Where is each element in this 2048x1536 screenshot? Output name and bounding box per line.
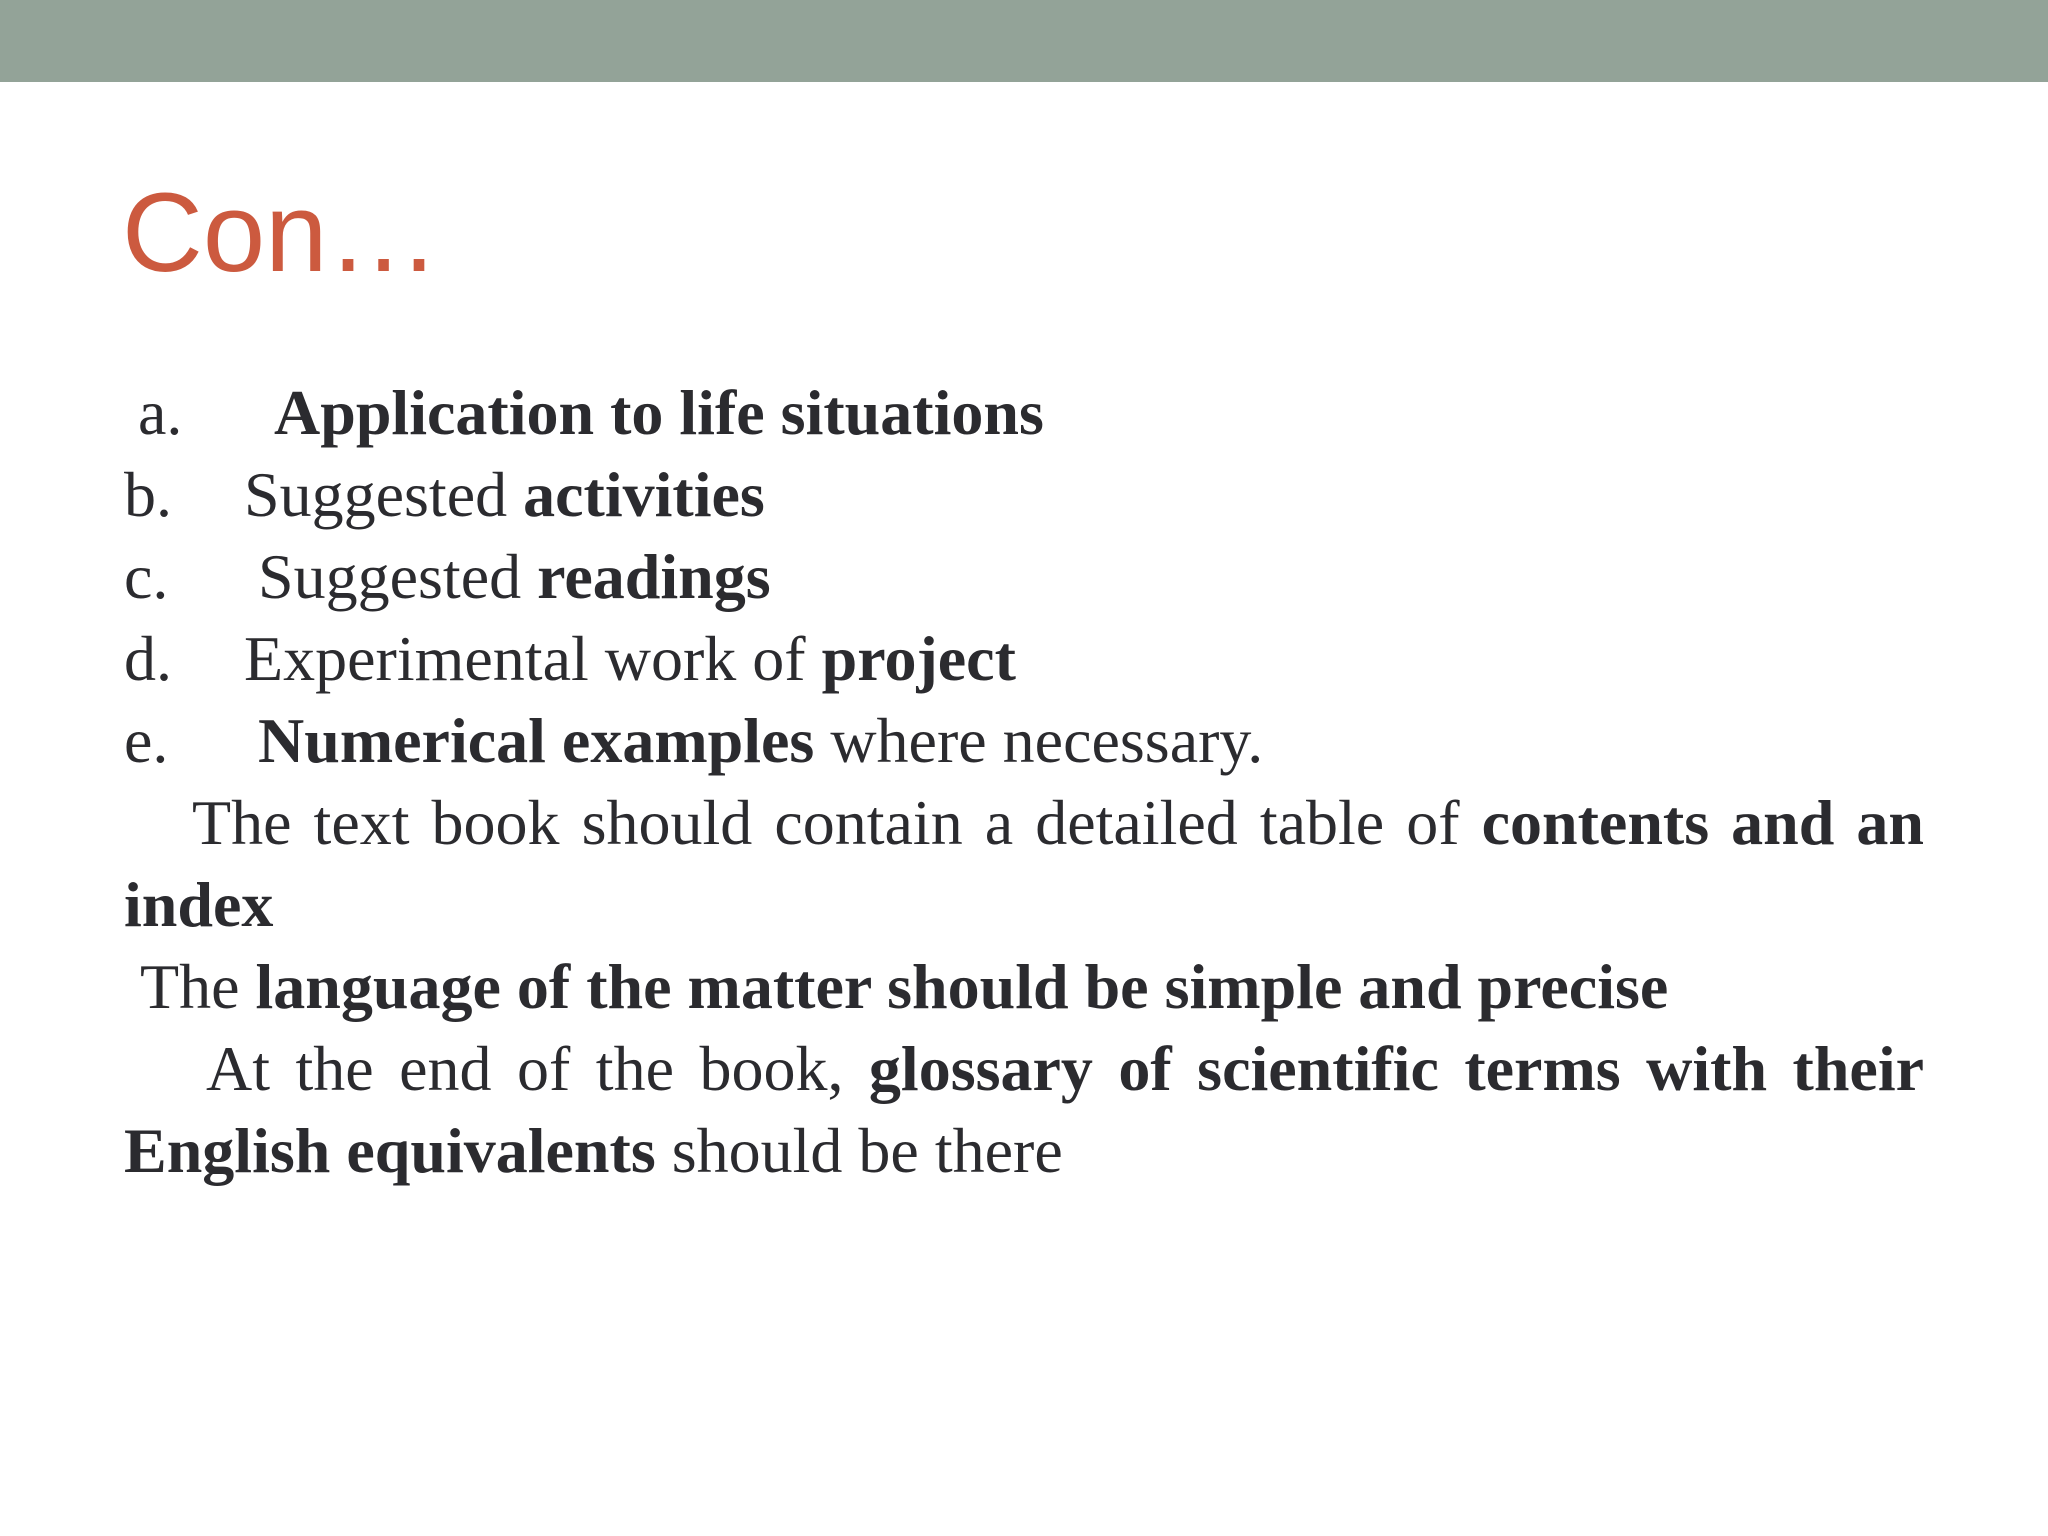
header-bar bbox=[0, 0, 2048, 82]
paragraph-language: The language of the matter should be simple and precise bbox=[140, 951, 1669, 1022]
list-marker: a. bbox=[138, 377, 183, 448]
list-item-text: Suggested activities bbox=[244, 459, 765, 530]
list-item-text: Experimental work of project bbox=[244, 623, 1016, 694]
list-marker: d. bbox=[124, 623, 172, 694]
list-marker: b. bbox=[124, 459, 172, 530]
list-item bbox=[124, 618, 1924, 700]
list-marker: c. bbox=[124, 541, 169, 612]
list-item bbox=[124, 454, 1924, 536]
paragraph-contents: The text book should contain a detailed table of contents and an index bbox=[124, 787, 1925, 940]
list-item bbox=[124, 372, 1924, 454]
list-item-text: Suggested readings bbox=[258, 541, 771, 612]
slide-title: Con… bbox=[122, 170, 440, 295]
paragraph-glossary: At the end of the book, glossary of scientific terms with their English equivalents should be there bbox=[124, 1033, 1924, 1186]
list-item bbox=[124, 536, 1924, 618]
list-item-text: Application to life situations bbox=[274, 377, 1044, 448]
list-item bbox=[124, 700, 1924, 782]
list-marker: e. bbox=[124, 705, 169, 776]
list-item-text: Numerical examples where necessary. bbox=[258, 705, 1264, 776]
slide-body bbox=[124, 372, 1924, 1192]
